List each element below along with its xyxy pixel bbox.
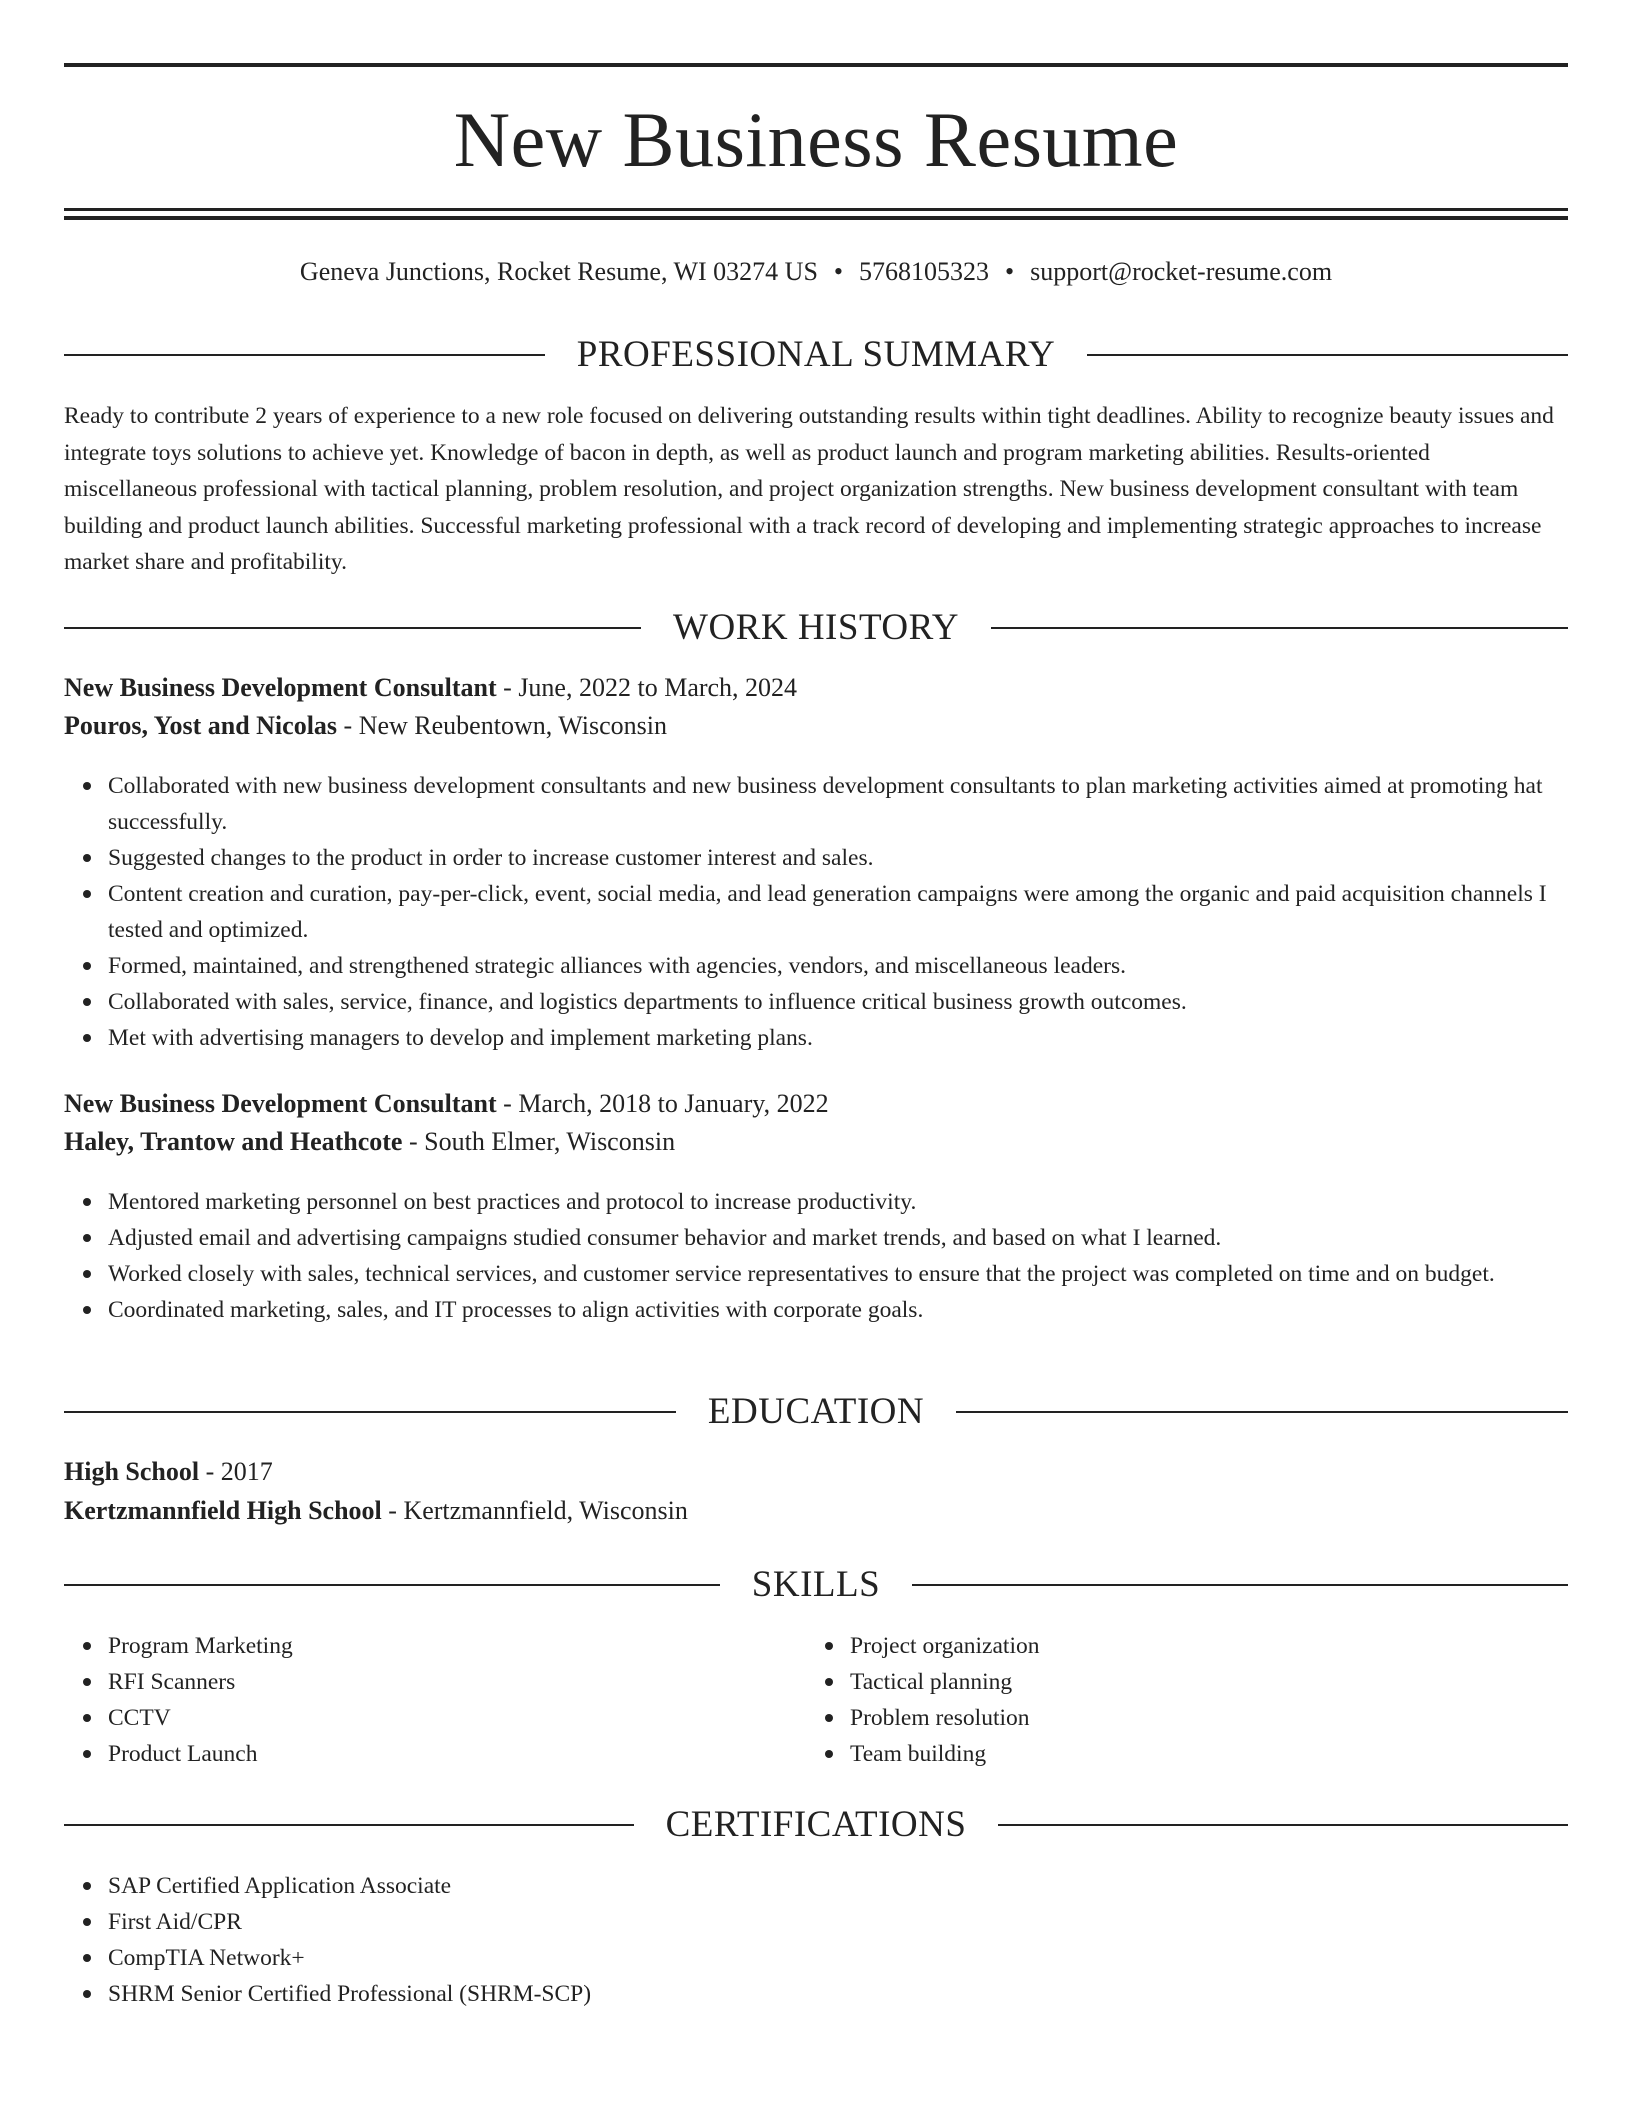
- list-item: RFI Scanners: [108, 1664, 808, 1700]
- list-item: Problem resolution: [850, 1700, 1550, 1736]
- job-1-location: - New Reubentown, Wisconsin: [337, 711, 667, 740]
- list-item: Adjusted email and advertising campaigns studied consumer behavior and market trends, and based on what I learned.: [108, 1220, 1568, 1256]
- list-item: Content creation and curation, pay-per-click, event, social media, and lead generation campaigns were among the organic and paid acquisition channels I tested and optimized.: [108, 876, 1568, 948]
- list-item: Collaborated with sales, service, finance, and logistics departments to influence critical business growth outcomes.: [108, 984, 1568, 1020]
- heading-rule-left: [64, 354, 545, 356]
- list-item: CompTIA Network+: [108, 1940, 1568, 1976]
- education-school-line: [64, 1493, 1568, 1529]
- skills-list-left: [64, 1628, 808, 1772]
- list-item: SAP Certified Application Associate: [108, 1868, 1568, 1904]
- list-item: CCTV: [108, 1700, 808, 1736]
- skills-list-right: [806, 1628, 1550, 1772]
- contact-address: Geneva Junctions, Rocket Resume, WI 03274 US: [299, 257, 818, 286]
- list-item: Mentored marketing personnel on best practices and protocol to increase productivity.: [108, 1184, 1568, 1220]
- job-2-company: Haley, Trantow and Heathcote: [64, 1127, 403, 1156]
- heading-rule-left: [64, 1584, 720, 1586]
- education-year: - 2017: [199, 1457, 273, 1486]
- contact-line: [64, 254, 1568, 290]
- job-2-location: - South Elmer, Wisconsin: [402, 1127, 676, 1156]
- heading-rule-left: [64, 1411, 676, 1413]
- contact-separator: •: [1005, 257, 1015, 286]
- heading-rule-right: [1087, 354, 1568, 356]
- contact-separator: •: [833, 257, 844, 286]
- heading-rule-right: [991, 627, 1568, 629]
- heading-rule-right: [912, 1584, 1568, 1586]
- list-item: Coordinated marketing, sales, and IT processes to align activities with corporate goals.: [108, 1292, 1568, 1328]
- list-item: Formed, maintained, and strengthened strategic alliances with agencies, vendors, and miscellaneous leaders.: [108, 948, 1568, 984]
- job-2-title: New Business Development Consultant: [64, 1089, 497, 1118]
- skills-heading: [64, 1563, 1568, 1607]
- work-history-heading: [64, 606, 1568, 650]
- education-degree-line: [64, 1454, 1568, 1490]
- title-rule-thin: [64, 208, 1568, 211]
- list-item: Team building: [850, 1736, 1550, 1772]
- education-heading-label: EDUCATION: [707, 1391, 925, 1432]
- job-1-company-line: [64, 708, 1568, 744]
- list-item: SHRM Senior Certified Professional (SHRM-SCP): [108, 1976, 1568, 2012]
- list-item: First Aid/CPR: [108, 1904, 1568, 1940]
- certifications-list: [64, 1868, 1568, 2012]
- list-item: Collaborated with new business development consultants and new business development consultants to plan marketing activities aimed at promoting hat successfully.: [108, 768, 1568, 840]
- job-2-dates: - March, 2018 to January, 2022: [496, 1089, 829, 1118]
- list-item: Project organization: [850, 1628, 1550, 1664]
- summary-heading-label: PROFESSIONAL SUMMARY: [576, 334, 1056, 375]
- contact-phone: 5768105323: [859, 257, 990, 286]
- list-item: Tactical planning: [850, 1664, 1550, 1700]
- title-rule-thick: [64, 216, 1568, 220]
- list-item: Met with advertising managers to develop and implement marketing plans.: [108, 1020, 1568, 1056]
- contact-email: support@rocket-resume.com: [1030, 257, 1333, 286]
- list-item: Suggested changes to the product in order to increase customer interest and sales.: [108, 840, 1568, 876]
- certifications-heading: [64, 1803, 1568, 1847]
- list-item: Worked closely with sales, technical services, and customer service representatives to ensure that the project was completed on time and on budget.: [108, 1256, 1568, 1292]
- job-1-company: Pouros, Yost and Nicolas: [64, 711, 338, 740]
- summary-text: Ready to contribute 2 years of experience to a new role focused on delivering outstanding results within tight deadlines. Ability to recognize beauty issues and integrate toys solutions to achieve yet. Knowledge of bacon in depth, as well as product launch and program marketing abilities. Results-oriented miscellaneous professional with tactical planning, problem resolution, and project organization strengths. New business development consultant with team building and product launch abilities. Successful marketing professional with a track record of developing and implementing strategic approaches to increase market share and profitability.: [64, 403, 1554, 575]
- job-2-company-line: [64, 1124, 1568, 1160]
- heading-rule-left: [64, 627, 641, 629]
- heading-rule-right: [998, 1824, 1568, 1826]
- job-2-title-line: [64, 1086, 1568, 1122]
- certifications-heading-label: CERTIFICATIONS: [665, 1804, 967, 1845]
- resume-title: New Business Resume: [453, 96, 1179, 183]
- education-degree: High School: [64, 1457, 200, 1486]
- list-item: Product Launch: [108, 1736, 808, 1772]
- education-school: Kertzmannfield High School: [64, 1496, 382, 1525]
- education-location: - Kertzmannfield, Wisconsin: [381, 1496, 688, 1525]
- job-1-dates: - June, 2022 to March, 2024: [496, 673, 798, 702]
- skills-heading-label: SKILLS: [751, 1564, 881, 1605]
- heading-rule-right: [956, 1411, 1568, 1413]
- job-2-bullets: [64, 1184, 1568, 1328]
- top-rule: [64, 63, 1568, 67]
- education-heading: [64, 1390, 1568, 1434]
- job-1-title-line: [64, 670, 1568, 706]
- heading-rule-left: [64, 1824, 634, 1826]
- summary-heading: [64, 333, 1568, 377]
- job-1-bullets: [64, 768, 1568, 1056]
- list-item: Program Marketing: [108, 1628, 808, 1664]
- job-1-title: New Business Development Consultant: [64, 673, 497, 702]
- work-history-heading-label: WORK HISTORY: [673, 607, 959, 648]
